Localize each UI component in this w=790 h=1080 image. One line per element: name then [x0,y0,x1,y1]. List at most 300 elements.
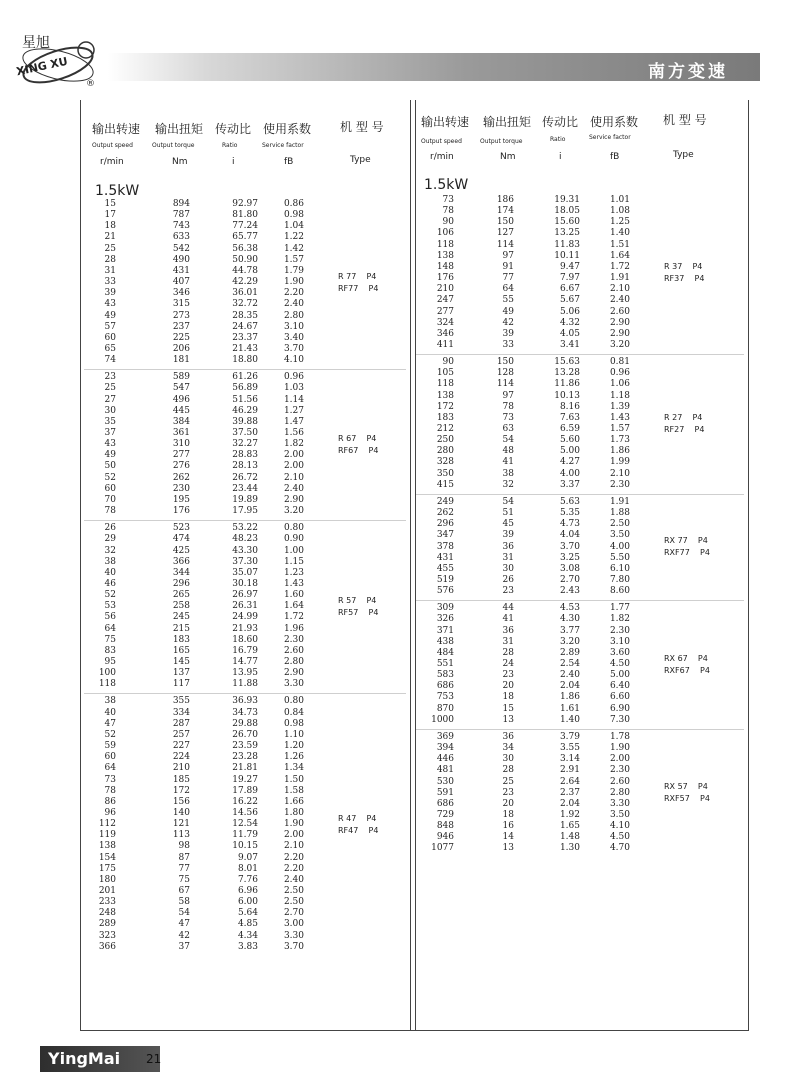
torque-cell: 67 [178,886,190,896]
speed-cell: 105 [436,368,454,379]
ratio-cell: 4.32 [559,317,580,328]
speed-cell: 519 [436,574,454,585]
torque-cell: 113 [172,830,190,841]
service-factor-cell: 1.66 [283,796,304,807]
service-factor-cell: 2.30 [283,634,304,645]
ratio-cell: 23.59 [232,741,258,752]
speed-cell: 347 [436,530,454,541]
speed-cell: 64 [104,763,116,774]
table-row [0,931,790,942]
service-factor-cell: 0.86 [283,199,304,209]
speed-cell: 74 [104,355,116,366]
ratio-cell: 2.91 [559,765,580,776]
ratio-unit: i [559,152,562,162]
speed-cell: 64 [104,623,116,634]
table-row [0,603,790,614]
table-row [0,886,790,897]
ratio-cell: 37.30 [232,556,258,567]
model-type-line: RF37 P4 [664,274,705,284]
speed-cell: 350 [436,468,454,479]
service-factor-cell: 1.90 [283,277,304,288]
speed-cell: 60 [104,483,116,494]
model-type-line: RXF67 P4 [664,665,710,675]
speed-cell: 309 [436,603,454,614]
ratio-cell: 24.99 [232,612,258,623]
ratio-cell: 13.95 [232,668,258,679]
type-header-en: Type [350,155,371,165]
speed-cell: 49 [104,450,116,461]
torque-cell: 743 [172,221,190,232]
ratio-cell: 1.30 [559,843,580,854]
table-row [0,623,790,637]
service-factor-cell: 3.10 [283,321,304,332]
service-factor-cell: 2.80 [283,310,304,321]
speed-cell: 33 [104,277,116,288]
table-row [0,446,790,457]
torque-header: 输出扭矩 [483,115,532,129]
model-type-line: RF67 P4 [338,445,379,455]
ratio-cell: 6.67 [559,284,580,295]
torque-cell: 127 [496,228,514,239]
table-row [0,435,790,446]
service-factor-cell: 1.18 [609,390,630,401]
speed-cell: 686 [436,798,454,809]
torque-cell: 277 [172,450,190,461]
service-factor-cell: 2.60 [283,645,304,656]
torque-cell: 18 [502,809,514,820]
ratio-cell: 35.07 [232,567,258,578]
service-factor-cell: 2.10 [283,472,304,483]
service-factor-cell: 2.80 [283,657,304,667]
speed-cell: 78 [104,506,116,517]
service-factor-cell: 4.10 [609,821,630,832]
torque-cell: 54 [502,435,514,446]
table-row [0,457,790,468]
speed-cell: 138 [436,390,454,401]
speed-cell: 176 [436,273,454,284]
speed-cell: 29 [104,534,116,545]
service-factor-cell: 2.70 [283,908,304,919]
table-row [0,715,790,726]
speed-cell: 148 [436,261,454,272]
torque-cell: 26 [502,574,514,585]
model-type-line: R 37 P4 [664,262,703,272]
table-row [0,807,790,821]
speed-cell: 47 [104,718,116,729]
speed-cell: 201 [98,886,116,896]
ratio-cell: 5.00 [559,446,580,457]
speed-cell: 138 [98,841,116,852]
ratio-cell: 6.96 [237,886,258,896]
torque-cell: 20 [502,681,514,692]
ratio-cell: 4.53 [559,603,580,614]
ratio-cell: 11.86 [554,379,580,390]
service-factor-cell: 4.00 [609,541,630,552]
service-factor-cell: 0.96 [609,368,630,379]
torque-cell: 34 [502,743,514,754]
service-factor-cell: 2.30 [609,479,630,490]
ratio-cell: 28.83 [232,450,258,461]
speed-cell: 60 [104,752,116,763]
torque-cell: 156 [172,796,190,807]
power-label: 1.5kW [424,177,469,193]
torque-cell: 474 [172,534,190,545]
table-row [0,843,790,854]
service-factor-cell: 1.04 [283,221,304,232]
torque-cell: 225 [172,332,190,343]
speed-cell: 431 [436,552,454,563]
ratio-cell: 3.25 [559,552,580,563]
ratio-cell: 3.79 [559,731,580,742]
service-factor-cell: 3.40 [283,332,304,343]
table-row [0,704,790,715]
speed-cell: 346 [436,328,454,339]
speed-cell: 481 [436,765,454,776]
ratio-cell: 7.76 [237,874,258,885]
ratio-cell: 9.07 [237,852,258,863]
service-factor-cell: 1.99 [609,457,630,468]
speed-cell: 38 [104,696,116,707]
speed-cell: 248 [98,908,116,919]
torque-cell: 91 [502,261,514,272]
ratio-cell: 39.88 [232,416,258,427]
ratio-cell: 16.79 [232,645,258,656]
table-row [0,681,790,692]
torque-cell: 894 [172,199,190,209]
table-row [0,575,790,586]
speed-cell: 39 [104,288,116,299]
service-factor-cell: 1.64 [283,601,304,612]
ratio-cell: 23.37 [232,332,258,343]
ratio-cell: 32.27 [232,439,258,450]
speed-cell: 591 [436,787,454,798]
torque-cell: 54 [178,908,190,919]
service-factor-cell: 3.00 [283,919,304,930]
ratio-header-en: Ratio [222,142,238,149]
ratio-cell: 3.70 [559,541,580,552]
model-type-line: R 67 P4 [338,433,377,443]
ratio-cell: 46.29 [232,405,258,416]
speed-unit: r/min [430,152,454,162]
torque-cell: 23 [502,670,514,681]
service-factor-cell: 7.80 [609,574,630,585]
speed-cell: 323 [98,930,116,941]
torque-cell: 346 [172,288,190,299]
torque-cell: 48 [502,446,514,457]
speed-cell: 52 [104,472,116,483]
speed-cell: 946 [436,832,454,843]
service-factor-cell: 1.22 [283,232,304,243]
torque-cell: 258 [172,601,190,612]
torque-cell: 41 [502,614,514,625]
model-type-line: RX 67 P4 [664,653,708,663]
torque-cell: 36 [502,541,514,552]
table-row [0,240,790,251]
torque-cell: 245 [172,612,190,623]
speed-cell: 212 [436,424,454,434]
service-factor-cell: 1.23 [283,567,304,578]
speed-cell: 1000 [431,714,454,725]
torque-cell: 230 [172,483,190,494]
service-factor-cell: 1.03 [283,383,304,394]
service-factor-cell: 1.86 [609,446,630,457]
table-row [0,754,790,765]
ratio-cell: 11.83 [554,239,580,250]
ratio-cell: 7.63 [559,412,580,423]
service-factor-cell: 8.60 [609,586,630,597]
ratio-cell: 51.56 [232,394,258,405]
ratio-cell: 48.23 [232,534,258,545]
torque-cell: 355 [172,696,190,707]
ratio-cell: 26.72 [232,472,258,483]
torque-cell: 41 [502,457,514,468]
service-factor-cell: 2.40 [283,874,304,885]
speed-cell: 394 [436,743,454,754]
table-row [0,469,790,480]
ratio-cell: 16.22 [232,796,258,807]
ratio-cell: 15.63 [554,357,580,368]
service-factor-cell: 1.51 [609,239,630,250]
ratio-cell: 23.28 [232,752,258,763]
torque-cell: 36 [502,625,514,636]
table-row [0,743,790,754]
service-factor-cell: 5.50 [609,552,630,563]
torque-cell: 78 [502,401,514,412]
sf-unit: fB [610,152,620,162]
speed-cell: 21 [104,232,116,243]
ratio-cell: 37.50 [232,428,258,438]
service-factor-cell: 1.47 [283,416,304,427]
ratio-cell: 65.77 [232,232,258,243]
speed-cell: 118 [436,239,454,250]
ratio-cell: 9.47 [559,261,580,272]
ratio-cell: 3.20 [559,636,580,647]
service-factor-cell: 1.79 [283,265,304,276]
speed-cell: 90 [442,357,454,368]
speed-cell: 183 [436,412,454,423]
ratio-cell: 26.31 [232,601,258,612]
ratio-cell: 4.30 [559,614,580,625]
service-factor-cell: 2.10 [609,468,630,479]
service-factor-cell: 2.50 [283,886,304,896]
ratio-cell: 26.70 [232,729,258,740]
ratio-cell: 2.40 [559,670,580,681]
ratio-cell: 15.60 [554,217,580,228]
speed-cell: 296 [436,519,454,530]
speed-cell: 40 [104,567,116,578]
speed-cell: 729 [436,809,454,820]
table-row [0,765,790,776]
service-factor-cell: 3.20 [283,506,304,517]
service-factor-cell: 1.39 [609,401,630,412]
torque-cell: 25 [502,776,514,787]
torque-cell: 445 [172,405,190,416]
group-separator [416,354,744,355]
speed-cell: 180 [98,874,116,885]
speed-cell: 328 [436,457,454,468]
ratio-cell: 5.67 [559,295,580,306]
speed-cell: 37 [104,428,116,438]
ratio-cell: 18.60 [232,634,258,645]
speed-cell: 49 [104,310,116,321]
ratio-cell: 56.89 [232,383,258,394]
table-row [0,329,790,340]
torque-cell: 77 [178,863,190,874]
service-factor-cell: 7.30 [609,714,630,725]
model-type-line: RF47 P4 [338,825,379,835]
ratio-cell: 43.30 [232,545,258,556]
sf-header: 使用系数 [263,122,312,136]
ratio-cell: 44.78 [232,265,258,276]
torque-cell: 97 [502,250,514,261]
service-factor-cell: 3.30 [283,679,304,690]
speed-cell: 369 [436,731,454,742]
service-factor-cell: 4.50 [609,659,630,669]
torque-cell: 28 [502,647,514,658]
service-factor-cell: 1.20 [283,741,304,752]
model-type-label [664,781,710,805]
torque-cell: 18 [502,692,514,703]
torque-cell: 23 [502,586,514,597]
speed-header: 输出转速 [92,122,141,136]
table-row [0,908,790,919]
ratio-cell: 8.01 [237,863,258,874]
ratio-cell: 6.00 [237,897,258,908]
service-factor-cell: 2.40 [283,299,304,310]
torque-cell: 787 [172,210,190,221]
table-row [0,307,790,318]
table-row [0,832,790,843]
speed-cell: 78 [104,785,116,796]
ratio-cell: 2.04 [559,681,580,692]
service-factor-cell: 6.40 [609,681,630,692]
table-row [0,295,790,306]
torque-cell: 13 [502,714,514,725]
service-factor-cell: 2.90 [283,668,304,679]
torque-cell: 257 [172,729,190,740]
service-factor-cell: 0.80 [283,696,304,707]
service-factor-cell: 1.73 [609,435,630,446]
service-factor-cell: 2.00 [283,461,304,472]
torque-cell: 174 [496,206,514,217]
service-factor-cell: 2.30 [609,625,630,636]
speed-cell: 583 [436,670,454,681]
speed-cell: 175 [98,863,116,874]
ratio-cell: 5.60 [559,435,580,446]
ratio-cell: 8.16 [559,401,580,412]
service-factor-cell: 1.77 [609,603,630,614]
torque-cell: 36 [502,731,514,742]
ratio-cell: 28.35 [232,310,258,321]
service-factor-cell: 2.50 [609,519,630,530]
service-factor-cell: 0.98 [283,718,304,729]
service-factor-cell: 1.64 [609,250,630,261]
sf-header-en: Service factor [262,142,304,149]
speed-cell: 250 [436,435,454,446]
ratio-cell: 32.72 [232,299,258,310]
ratio-cell: 14.77 [232,657,258,667]
table-row [0,614,790,625]
ratio-cell: 81.80 [232,210,258,221]
speed-unit: r/min [100,157,124,167]
speed-cell: 17 [104,210,116,221]
service-factor-cell: 0.80 [283,523,304,534]
model-type-label [664,412,704,436]
speed-cell: 112 [98,819,116,830]
speed-cell: 280 [436,446,454,457]
service-factor-cell: 1.56 [283,428,304,438]
torque-cell: 64 [502,284,514,295]
torque-cell: 273 [172,310,190,321]
torque-cell: 547 [172,383,190,394]
torque-cell: 97 [502,390,514,401]
torque-cell: 206 [172,343,190,354]
service-factor-cell: 2.20 [283,852,304,863]
torque-cell: 30 [502,563,514,574]
speed-cell: 57 [104,321,116,332]
speed-cell: 60 [104,332,116,343]
service-factor-cell: 1.42 [283,243,304,254]
type-header: 机 型 号 [663,113,707,127]
ratio-cell: 29.88 [232,718,258,729]
footer-brand: YingMai [48,1049,121,1068]
speed-cell: 43 [104,299,116,310]
sf-header-en: Service factor [589,134,631,141]
table-row [0,919,790,930]
torque-cell: 20 [502,798,514,809]
torque-header-en: Output torque [152,142,195,149]
torque-cell: 150 [496,217,514,228]
torque-cell: 186 [496,195,514,205]
table-row [0,368,790,379]
torque-cell: 425 [172,545,190,556]
torque-cell: 38 [502,468,514,479]
group-separator [416,494,744,495]
speed-cell: 249 [436,496,454,507]
ratio-cell: 11.88 [232,679,258,690]
ratio-cell: 77.24 [232,221,258,232]
speed-cell: 18 [104,221,116,232]
speed-cell: 25 [104,243,116,254]
service-factor-cell: 3.30 [609,798,630,809]
speed-cell: 411 [436,339,454,350]
service-factor-cell: 1.06 [609,379,630,390]
service-factor-cell: 2.90 [609,328,630,339]
ratio-cell: 24.67 [232,321,258,332]
service-factor-cell: 1.00 [283,545,304,556]
speed-cell: 78 [442,206,454,217]
torque-cell: 121 [172,819,190,830]
footer-brand-box [40,1046,160,1072]
ratio-cell: 34.73 [232,707,258,718]
speed-cell: 289 [98,919,116,930]
torque-cell: 633 [172,232,190,243]
service-factor-cell: 1.40 [609,228,630,239]
torque-cell: 13 [502,843,514,854]
ratio-cell: 1.40 [559,714,580,725]
service-factor-cell: 1.26 [283,752,304,763]
service-factor-cell: 3.50 [609,530,630,541]
ratio-cell: 3.08 [559,563,580,574]
service-factor-cell: 3.30 [283,930,304,941]
model-type-label [664,653,710,677]
ratio-cell: 10.11 [554,250,580,261]
ratio-cell: 4.73 [559,519,580,530]
speed-cell: 326 [436,614,454,625]
speed-cell: 371 [436,625,454,636]
model-type-line: R 77 P4 [338,271,377,281]
service-factor-cell: 2.20 [283,288,304,299]
